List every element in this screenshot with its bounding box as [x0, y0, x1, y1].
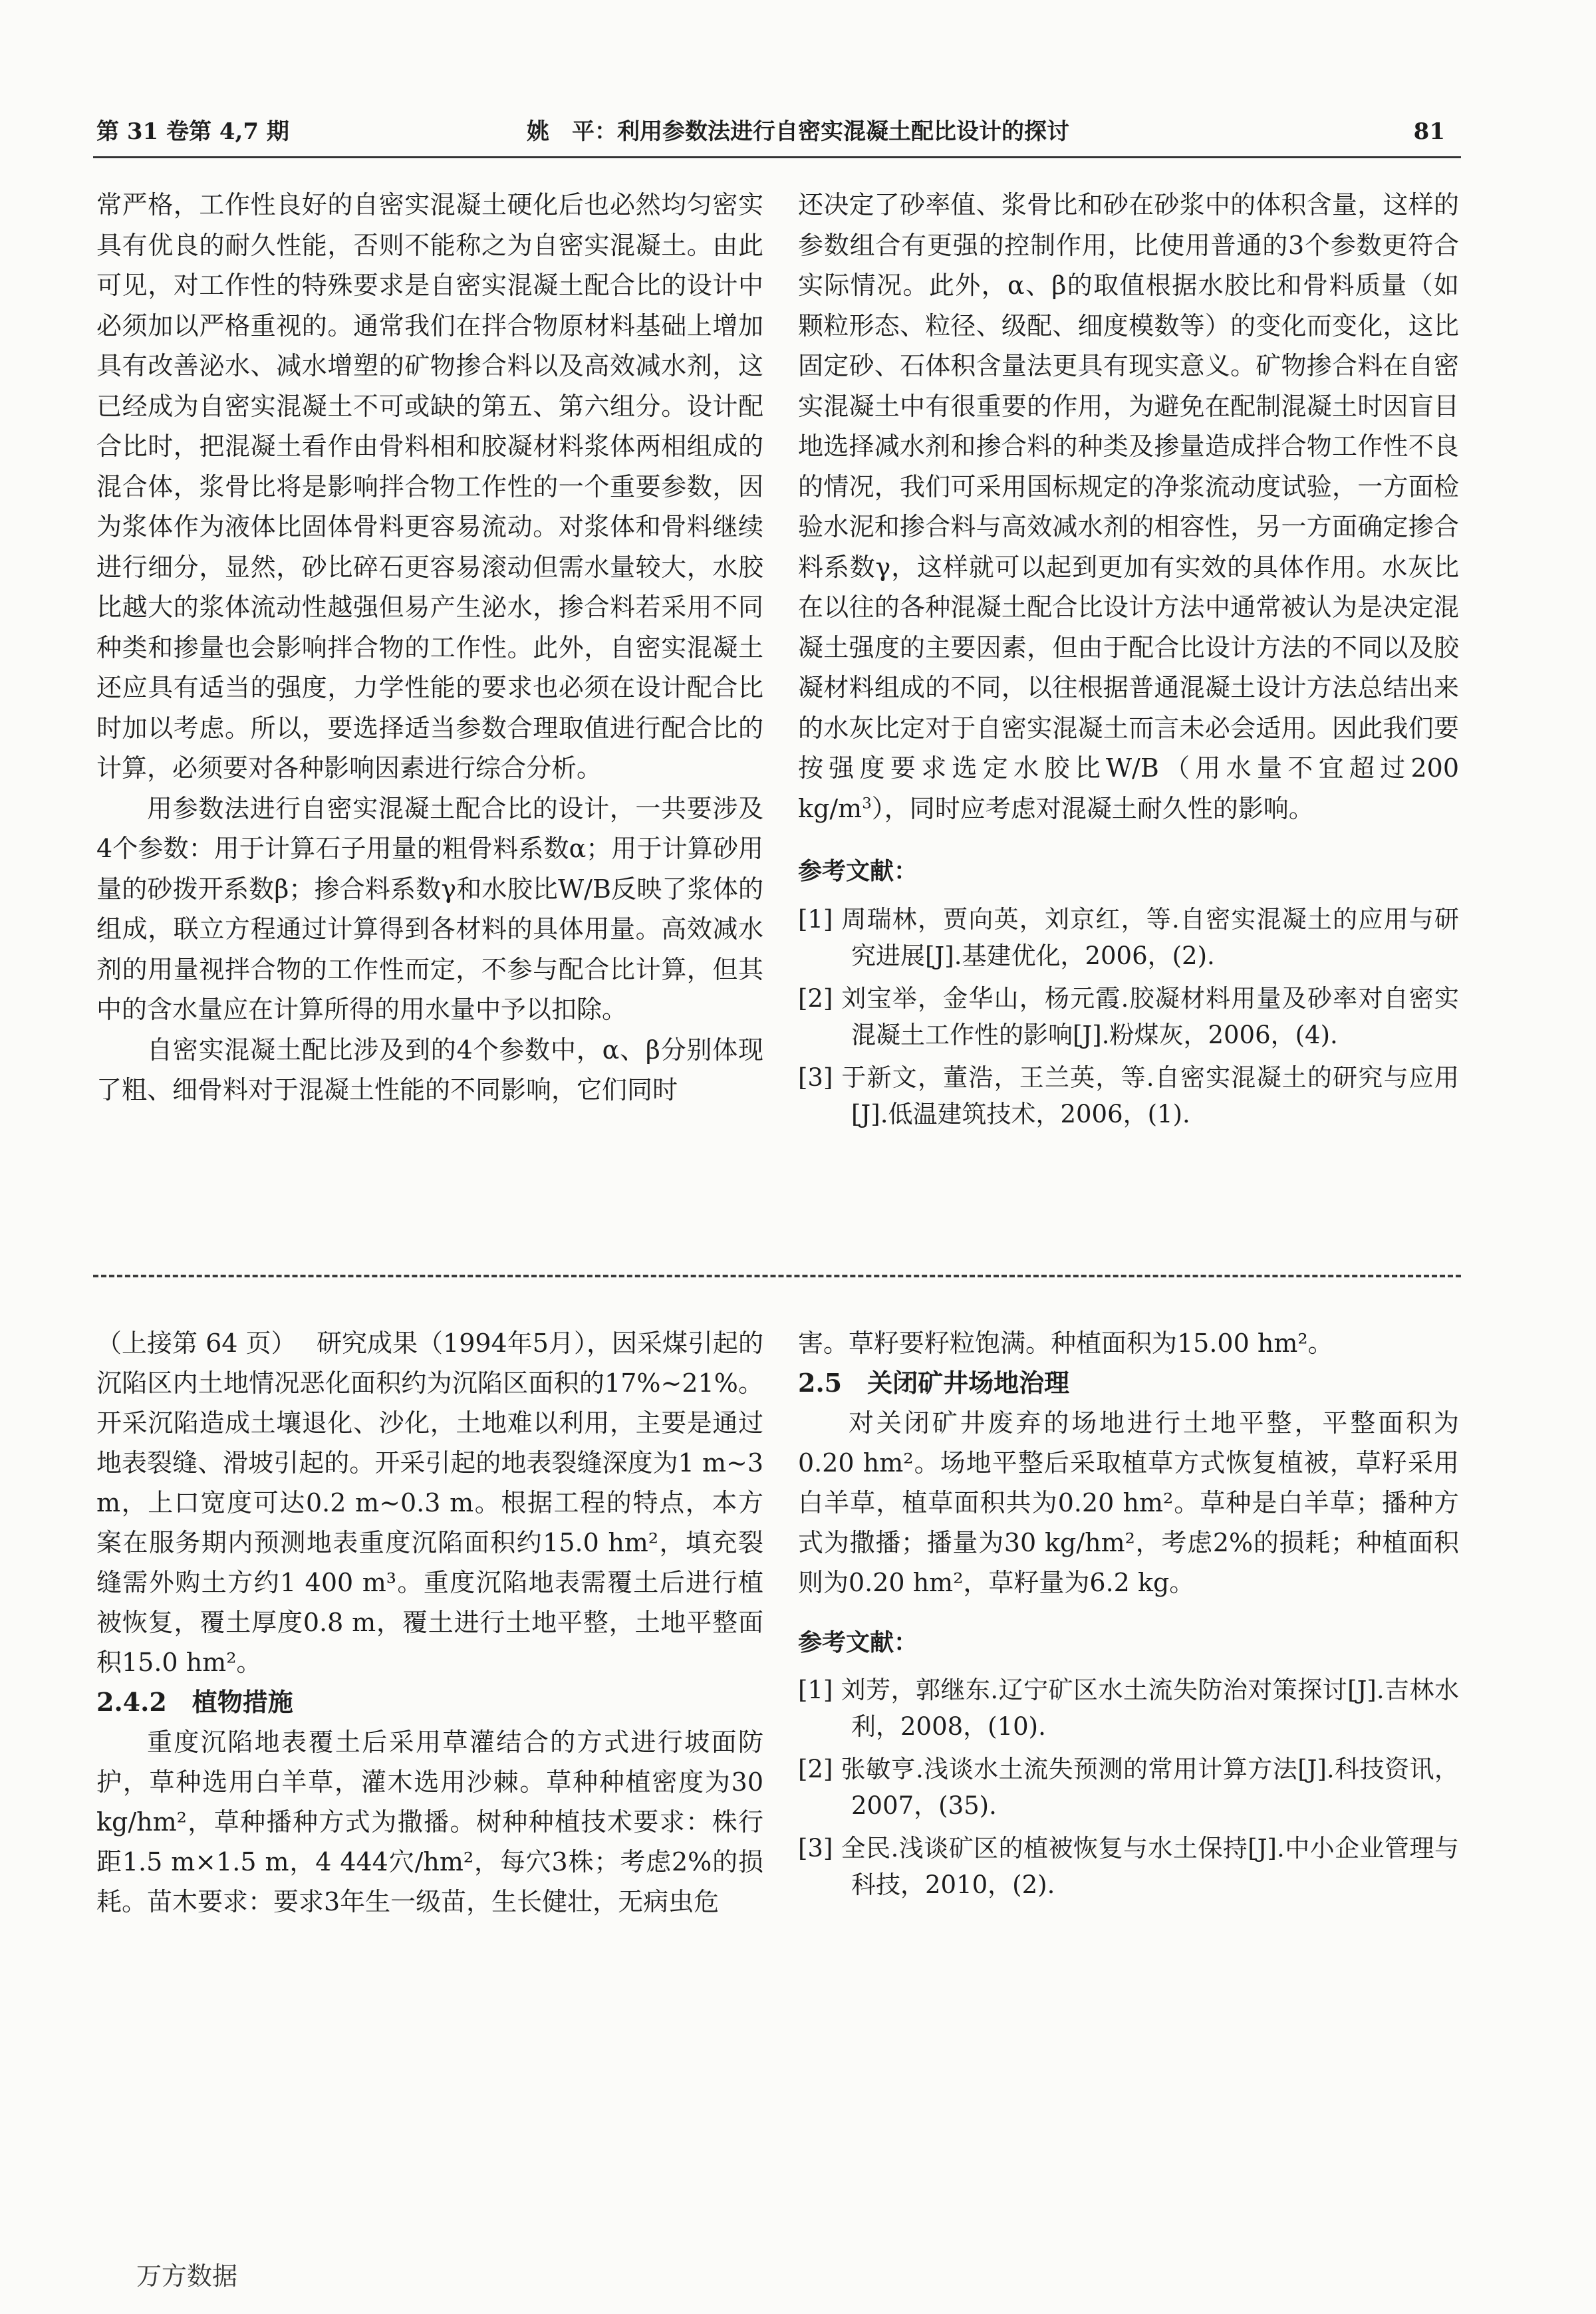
running-title: 姚 平：利用参数法进行自密实混凝土配比设计的探讨 — [527, 118, 1069, 145]
references-heading: 参考文献： — [798, 857, 918, 885]
bottom-left-column — [96, 1323, 763, 1922]
body-paragraph: 常严格，工作性良好的自密实混凝土硬化后也必然均匀密实具有优良的耐久性能，否则不能称之为自密实混凝土。由此可见，对工作性的特殊要求是自密实混凝土配合比的设计中必须加以严格重视的。通常我们在拌合物原材料基础上增加具有改善泌水、减水增塑的矿物掺合料以及高效减水剂，这已经成为自密实混凝土不可或缺的第五、第六组分。设计配合比时，把混凝土看作由骨料相和胶凝材料浆体两相组成的混合体，浆骨比将是影响拌合物工作性的一个重要参数，因为浆体作为液体比固体骨料更容易流动。对浆体和骨料继续进行细分，显然，砂比碎石更容易滚动但需水量较大，水胶比越大的浆体流动性越强但易产生泌水，掺合料若采用不同种类和掺量也会影响拌合物的工作性。此外，自密实混凝土还应具有适当的强度，力学性能的要求也必须在设计配合比时加以考虑。所以，要选择适当参数合理取值进行配合比的计算，必须要对各种影响因素进行综合分析。 — [96, 190, 763, 783]
reference-item: [1] 周瑞林，贾向英，刘京红，等.自密实混凝土的应用与研究进展[J].基建优化，2006，(2). — [798, 904, 1459, 970]
top-right-column — [798, 185, 1459, 1138]
reference-item: [2] 刘宝举，金华山，杨元霞.胶凝材料用量及砂率对自密实混凝土工作性的影响[J].粉煤灰，2006，(4). — [798, 983, 1459, 1049]
body-paragraph: 自密实混凝土配比涉及到的4个参数中，α、β分别体现了粗、细骨料对于混凝土性能的不同影响，它们同时 — [96, 1035, 763, 1104]
body-paragraph: 重度沉陷地表覆土后采用草灌结合的方式进行坡面防护，草种选用白羊草，灌木选用沙棘。草种种植密度为30 kg/hm²，草种播种方式为撒播。树种种植技术要求：株行距1.5 m×1.5 m，4 444穴/hm²，每穴3株；考虑2%的损耗。苗木要求：要求3年生一级苗，生长健壮，无病虫危 — [96, 1728, 763, 1916]
header-rule — [93, 156, 1461, 158]
body-paragraph: 对关闭矿井废弃的场地进行土地平整，平整面积为0.20 hm²。场地平整后采取植草方式恢复植被，草籽采用白羊草，植草面积共为0.20 hm²。草种是白羊草；播种方式为撒播；播量为30 kg/hm²，考虑2%的损耗；种植面积则为0.20 hm²，草籽量为6.2 kg。 — [798, 1408, 1459, 1597]
superscript: 3 — [862, 794, 872, 812]
references-list — [798, 1672, 1459, 1903]
bottom-right-column — [798, 1323, 1459, 1909]
continuation-label: （上接第 64 页） — [96, 1329, 297, 1358]
references-list — [798, 901, 1459, 1132]
section-heading: 2.5 关闭矿井场地治理 — [798, 1368, 1070, 1398]
reference-item: [3] 于新文，董浩，王兰英，等.自密实混凝土的研究与应用[J].低温建筑技术，2006，(1). — [798, 1063, 1459, 1128]
body-paragraph — [96, 1323, 763, 1682]
reference-item: [2] 张敏亨.浅谈水土流失预测的常用计算方法[J].科技资讯，2007，(35). — [798, 1755, 1459, 1820]
article-separator — [93, 1275, 1461, 1277]
text-run: 研究成果（1994年5月），因采煤引起的沉陷区内土地情况恶化面积约为沉陷区面积的17%~21%。开采沉陷造成土壤退化、沙化，土地难以利用，主要是通过地表裂缝、滑坡引起的。开采引起的地表裂缝深度为1 m~3 m，上口宽度可达0.2 m~0.3 m。根据工程的特点，本方案在服务期内预测地表重度沉陷面积约15.0 hm²，填充裂缝需外购土方约1 400 m³。重度沉陷地表需覆土后进行植被恢复，覆土厚度0.8 m，覆土进行土地平整，土地平整面积15.0 hm²。 — [96, 1329, 764, 1677]
body-paragraph: 害。草籽要籽粒饱满。种植面积为15.00 hm²。 — [798, 1329, 1333, 1358]
source-watermark: 万方数据 — [136, 2261, 238, 2291]
reference-item: [3] 全民.浅谈矿区的植被恢复与水土保持[J].中小企业管理与科技，2010，(2). — [798, 1834, 1459, 1899]
text-run: ），同时应考虑对混凝土耐久性的影响。 — [871, 793, 1314, 823]
journal-issue: 第 31 卷第 4,7 期 — [96, 118, 289, 145]
reference-item: [1] 刘芳，郭继东.辽宁矿区水土流失防治对策探讨[J].吉林水利，2008，(10). — [798, 1676, 1459, 1741]
body-paragraph: 用参数法进行自密实混凝土配合比的设计，一共要涉及4个参数：用于计算石子用量的粗骨料系数α；用于计算砂用量的砂拨开系数β；掺合料系数γ和水胶比W/B反映了浆体的组成，联立方程通过计算得到各材料的具体用量。高效减水剂的用量视拌合物的工作性而定，不参与配合比计算，但其中的含水量应在计算所得的用水量中予以扣除。 — [96, 793, 763, 1024]
text-run: 还决定了砂率值、浆骨比和砂在砂浆中的体积含量，这样的参数组合有更强的控制作用，比使用普通的3个参数更符合实际情况。此外，α、β的取值根据水胶比和骨料质量（如颗粒形态、粒径、级配、细度模数等）的变化而变化，这比固定砂、石体积含量法更具有现实意义。矿物掺合料在自密实混凝土中有很重要的作用，为避免在配制混凝土时因盲目地选择减水剂和掺合料的种类及掺量造成拌合物工作性不良的情况，我们可采用国标规定的净浆流动度试验，一方面检验水泥和掺合料与高效减水剂的相容性，另一方面确定掺合料系数γ，这样就可以起到更加有实效的具体作用。水灰比在以往的各种混凝土配合比设计方法中通常被认为是决定混凝土强度的主要因素，但由于配合比设计方法的不同以及胶凝材料组成的不同，以往根据普通混凝土设计方法总结出来的水灰比定对于自密实混凝土而言未必会适用。因此我们要按强度要求选定水胶比W/B（用水量不宜超过200 kg/m — [798, 190, 1459, 823]
references-heading: 参考文献： — [798, 1628, 918, 1656]
body-paragraph — [798, 185, 1459, 829]
top-left-column — [96, 185, 763, 1110]
page-number: 81 — [1413, 118, 1445, 145]
section-heading: 2.4.2 植物措施 — [96, 1687, 293, 1717]
